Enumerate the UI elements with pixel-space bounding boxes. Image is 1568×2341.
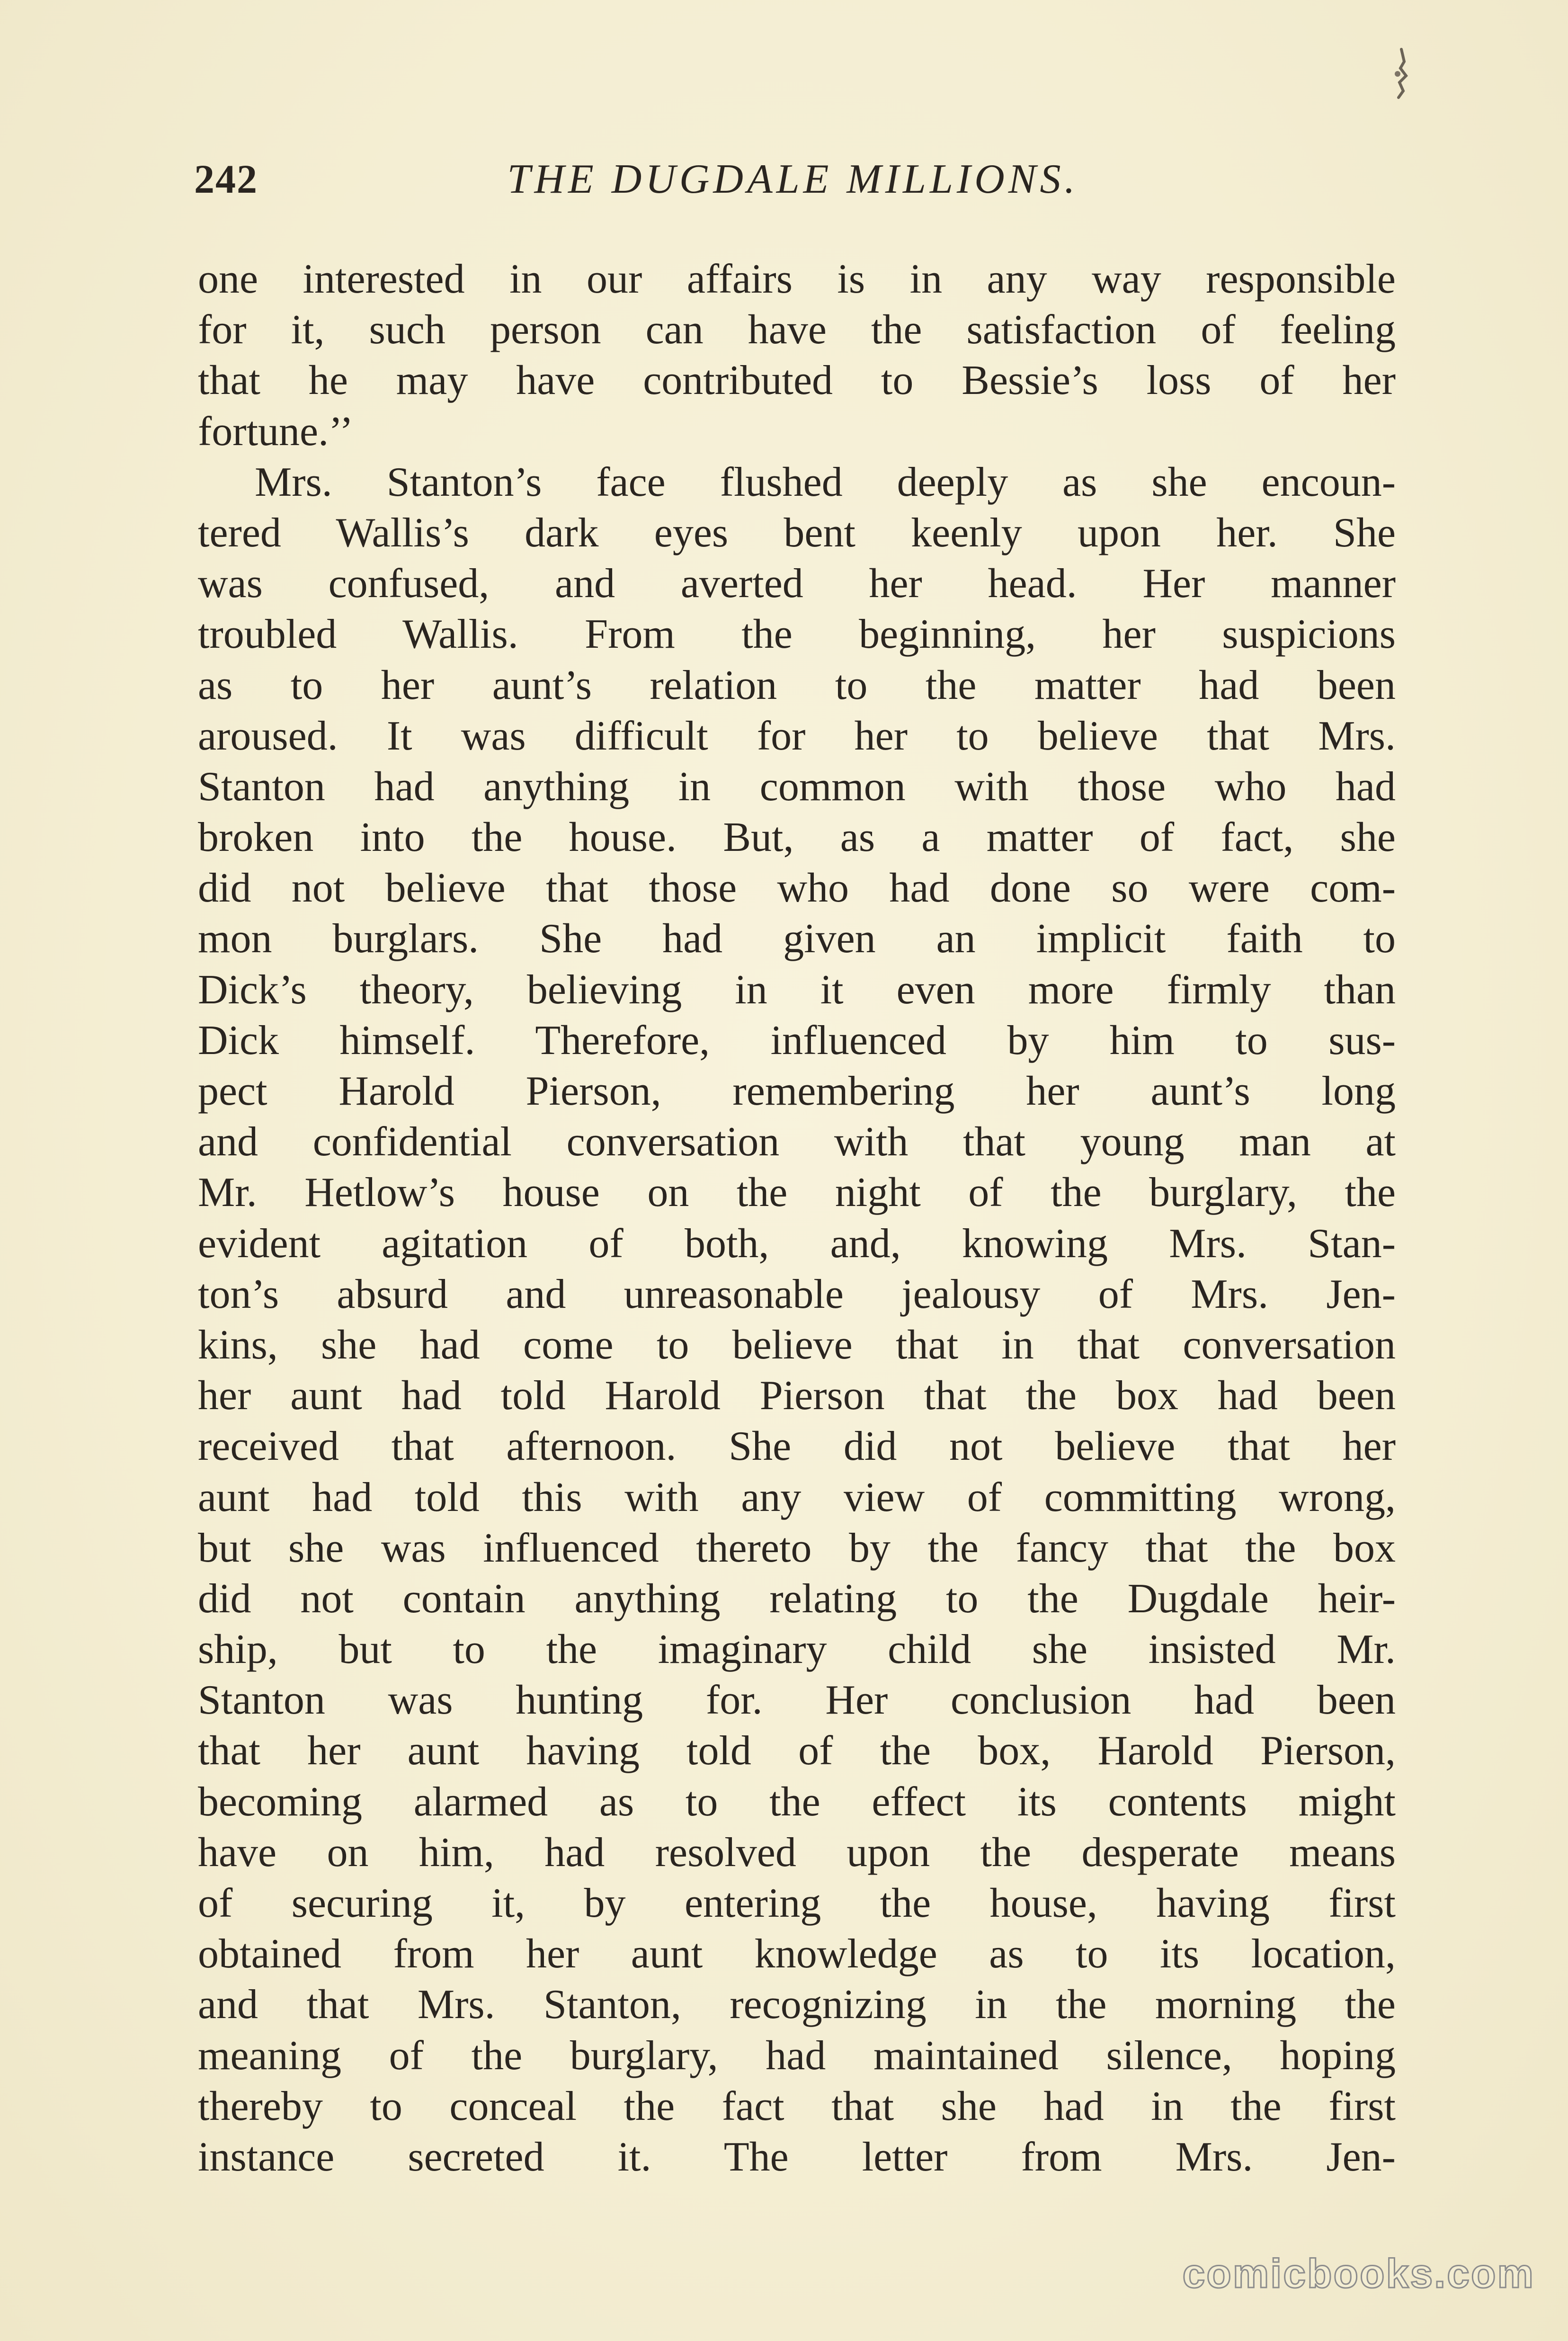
text-line: Dick’s theory, believing in it even more firmly than bbox=[198, 966, 1396, 1013]
text-line: that her aunt having told of the box, Harold Pierson, bbox=[198, 1728, 1396, 1774]
page-header bbox=[194, 152, 1392, 208]
text-line: Stanton had anything in common with those who had bbox=[198, 763, 1396, 810]
text-line: received that afternoon. She did not believe that her bbox=[198, 1423, 1396, 1470]
text-line: obtained from her aunt knowledge as to its location, bbox=[198, 1931, 1396, 1977]
text-line: broken into the house. But, as a matter of fact, she bbox=[198, 814, 1396, 861]
text-line: meaning of the burglary, had maintained silence, hoping bbox=[198, 2032, 1396, 2079]
ink-smudge-mark bbox=[1387, 47, 1416, 99]
text-line: one interested in our affairs is in any way responsible bbox=[198, 256, 1396, 302]
text-line: Mr. Hetlow’s house on the night of the burglary, the bbox=[198, 1170, 1396, 1216]
text-line: tered Wallis’s dark eyes bent keenly upon her. She bbox=[198, 509, 1396, 556]
text-line: and that Mrs. Stanton, recognizing in the morning the bbox=[198, 1982, 1396, 2028]
text-line: and confidential conversation with that young man at bbox=[198, 1119, 1396, 1165]
text-line: aroused. It was difficult for her to believe that Mrs. bbox=[198, 713, 1396, 759]
text-line: aunt had told this with any view of committing wrong, bbox=[198, 1474, 1396, 1520]
text-line: her aunt had told Harold Pierson that the box had been bbox=[198, 1373, 1396, 1419]
text-line: mon burglars. She had given an implicit faith to bbox=[198, 916, 1396, 962]
text-line: for it, such person can have the satisfaction of feeling bbox=[198, 307, 1396, 353]
text-line: as to her aunt’s relation to the matter had been bbox=[198, 662, 1396, 708]
text-line: becoming alarmed as to the effect its contents might bbox=[198, 1778, 1396, 1825]
page-number: 242 bbox=[194, 156, 258, 202]
text-line: that he may have contributed to Bessie’s loss of her bbox=[198, 357, 1396, 404]
text-line: instance secreted it. The letter from Mrs. Jen- bbox=[198, 2134, 1396, 2180]
text-line: was confused, and averted her head. Her manner bbox=[198, 561, 1396, 607]
running-head: THE DUGDALE MILLIONS. bbox=[507, 156, 1079, 202]
text-line: kins, she had come to believe that in that conversation bbox=[198, 1322, 1396, 1368]
paragraph-start-line: Mrs. Stanton’s face flushed deeply as she encoun- bbox=[255, 459, 1396, 505]
text-line: did not contain anything relating to the Dugdale heir- bbox=[198, 1575, 1396, 1622]
text-line: Stanton was hunting for. Her conclusion had been bbox=[198, 1677, 1396, 1724]
text-line: but she was influenced thereto by the fancy that the box bbox=[198, 1525, 1396, 1571]
text-line: ship, but to the imaginary child she insisted Mr. bbox=[198, 1626, 1396, 1673]
text-line: pect Harold Pierson, remembering her aunt’s long bbox=[198, 1068, 1396, 1114]
text-line: evident agitation of both, and, knowing Mrs. Stan- bbox=[198, 1220, 1396, 1267]
text-line: did not believe that those who had done so were com- bbox=[198, 865, 1396, 911]
text-line: of securing it, by entering the house, having first bbox=[198, 1880, 1396, 1926]
text-line: ton’s absurd and unreasonable jealousy of Mrs. Jen- bbox=[198, 1271, 1396, 1317]
body-text bbox=[198, 254, 1396, 2182]
text-line: thereby to conceal the fact that she had in the first bbox=[198, 2083, 1396, 2129]
text-line: fortune.’’ bbox=[198, 408, 354, 455]
watermark: comicbooks.com bbox=[1182, 2251, 1535, 2296]
text-line: troubled Wallis. From the beginning, her suspicions bbox=[198, 611, 1396, 658]
text-line: Dick himself. Therefore, influenced by him to sus- bbox=[198, 1017, 1396, 1063]
text-line: have on him, had resolved upon the desperate means bbox=[198, 1829, 1396, 1876]
